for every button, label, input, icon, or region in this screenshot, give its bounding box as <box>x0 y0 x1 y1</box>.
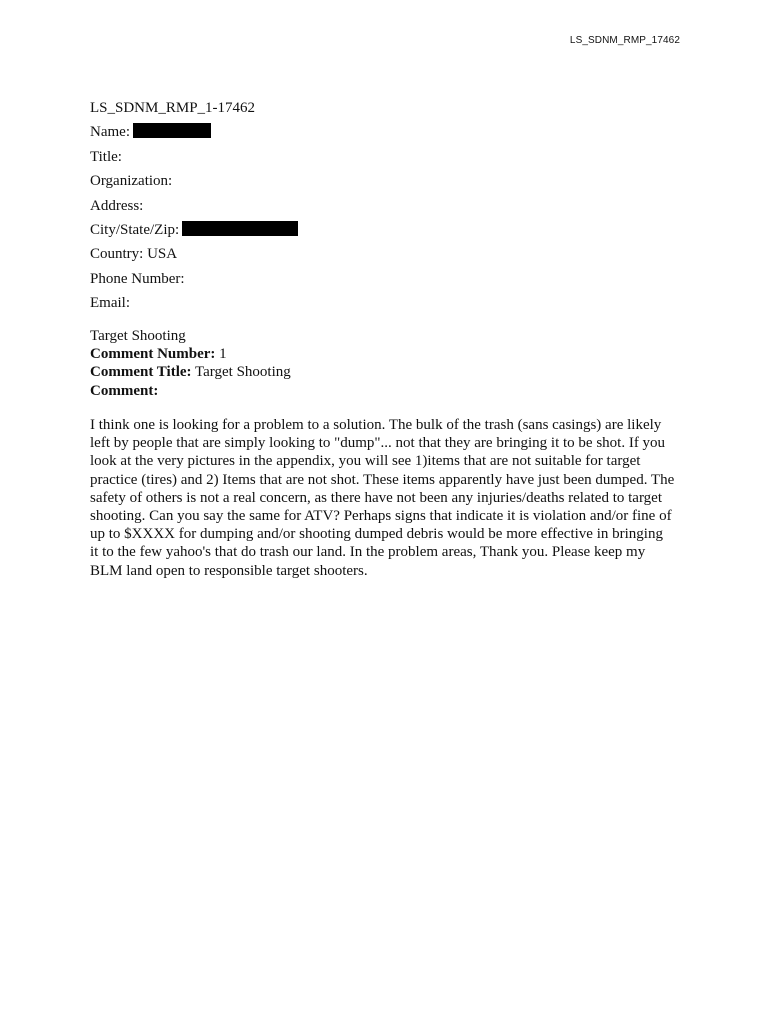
comment-line: up to $XXXX for dumping and/or shooting dumped debris would be more effective in bringing <box>90 526 663 543</box>
country-label: Country: <box>90 246 144 263</box>
comment-title-row <box>90 363 690 381</box>
name-redaction <box>133 123 211 138</box>
record-id: LS_SDNM_RMP_1-17462 <box>90 100 256 116</box>
comment-line: I think one is looking for a problem to a solution. The bulk of the trash (sans casings) are likely <box>90 417 662 433</box>
comment-number-row <box>90 345 690 363</box>
country-value: USA <box>147 246 178 263</box>
city-state-zip-row <box>90 220 690 244</box>
organization-row <box>90 171 690 195</box>
comment-line: BLM land open to responsible target shooters. <box>90 562 368 579</box>
name-row <box>90 122 690 146</box>
comment-line: it to the few yahoo's that do trash our land. In the problem areas, Thank you. Please keep my <box>90 544 646 561</box>
email-row <box>90 293 690 317</box>
phone-row <box>90 269 690 293</box>
email-label: Email: <box>90 295 130 312</box>
comment-title-label: Comment Title: <box>90 364 192 381</box>
organization-label: Organization: <box>90 173 173 190</box>
phone-label: Phone Number: <box>90 270 185 287</box>
comment-label-row <box>90 382 690 400</box>
comment-number-label: Comment Number: <box>90 346 216 363</box>
comment-line: look at the very pictures in the appendix, you will see 1)items that are not suitable for target <box>90 453 641 470</box>
comment-number-value: 1 <box>219 346 227 363</box>
address-label: Address: <box>90 197 144 214</box>
title-label: Title: <box>90 148 122 165</box>
comment-metadata <box>90 327 690 400</box>
comment-line: shooting. Can you say the same for ATV? Perhaps signs that indicate it is violation and/or fine of <box>90 508 672 525</box>
comment-label: Comment: <box>90 382 159 399</box>
country-row <box>90 244 690 268</box>
city-state-zip-redaction <box>182 221 298 236</box>
comment-title-value: Target Shooting <box>195 364 291 381</box>
city-state-zip-label: City/State/Zip: <box>90 221 180 238</box>
comment-line: safety of others is not a real concern, as there have not been any injuries/deaths related to target <box>90 489 662 506</box>
comment-line: left by people that are simply looking to "dump"... not that they are bringing it to be shot. If you <box>90 435 666 452</box>
comment-line: practice (tires) and 2) Items that are not shot. These items apparently have just been dumped. The <box>90 471 675 488</box>
page-identifier: LS_SDNM_RMP_17462 <box>569 35 680 46</box>
address-row <box>90 196 690 220</box>
comment-topic: Target Shooting <box>90 328 186 344</box>
name-label: Name: <box>90 124 130 141</box>
title-row <box>90 147 690 171</box>
comment-body <box>90 416 690 580</box>
submitter-info <box>90 98 690 318</box>
